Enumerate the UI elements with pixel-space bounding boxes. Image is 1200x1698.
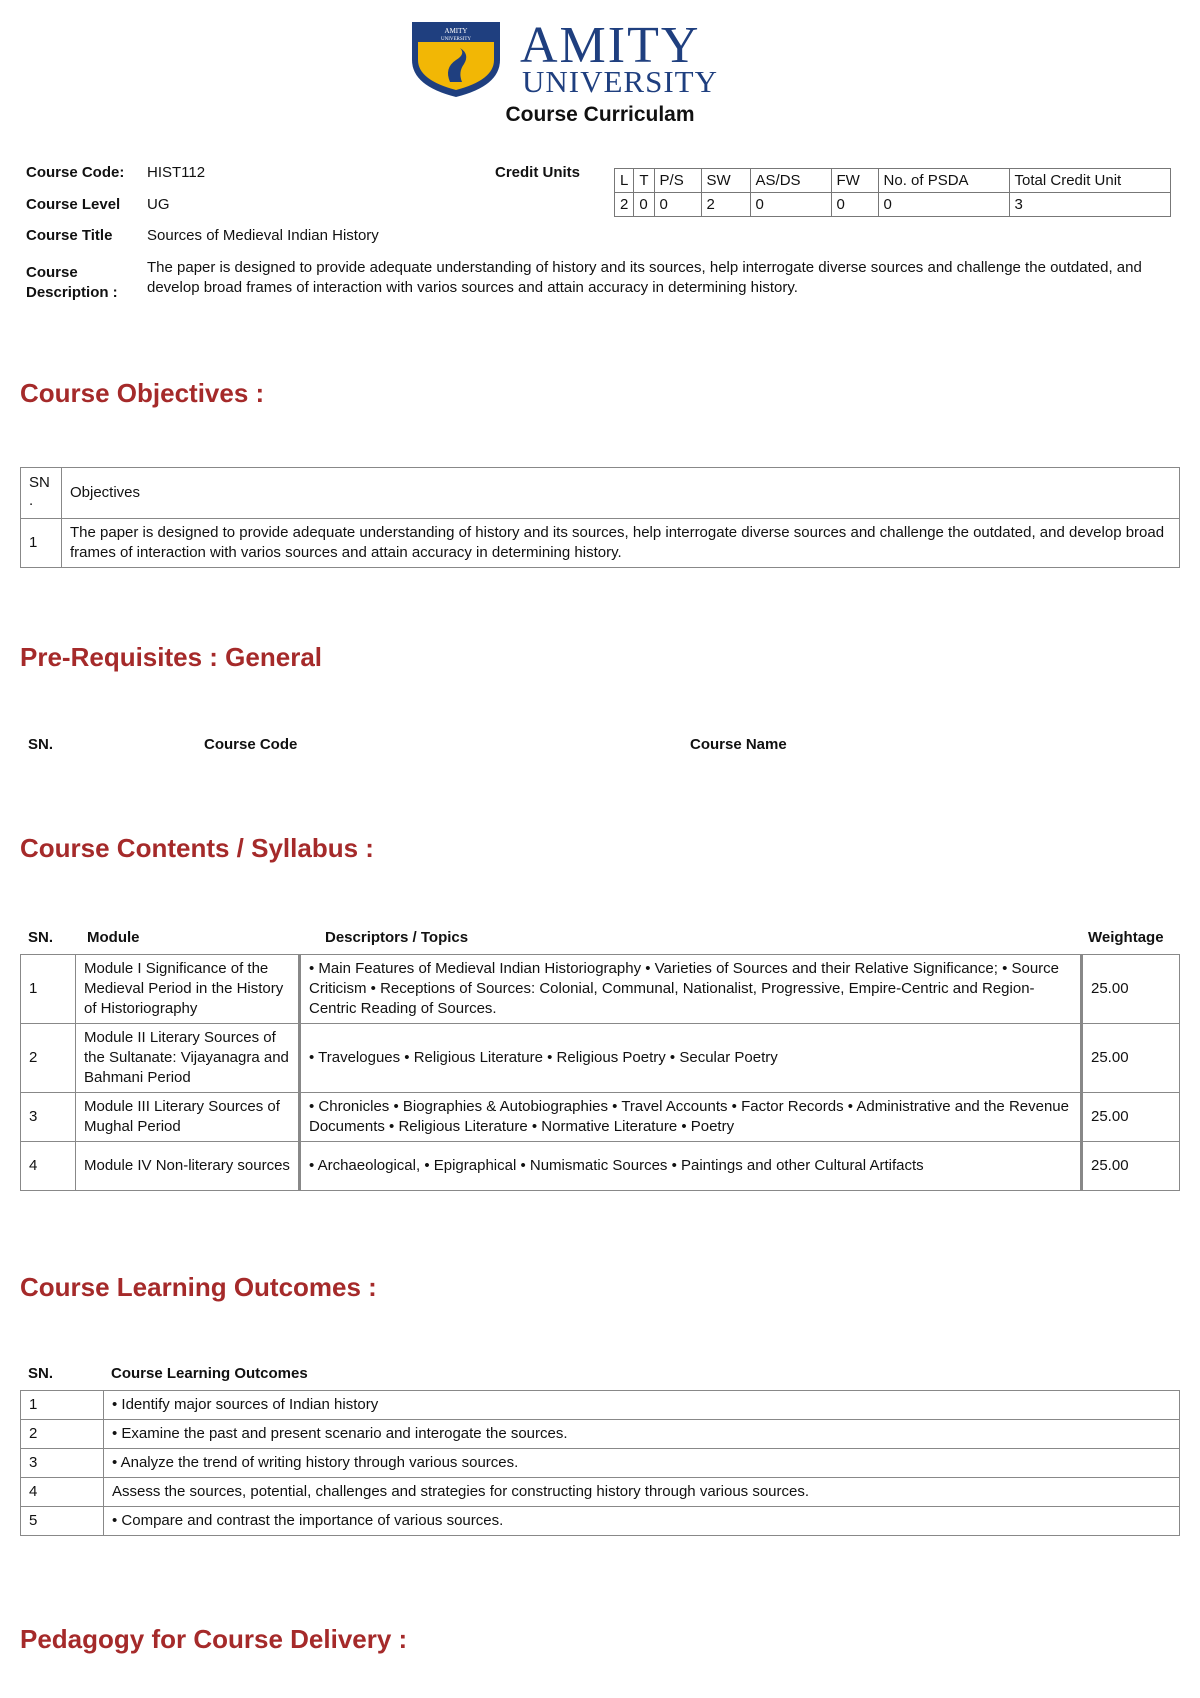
syllabus-module: Module III Literary Sources of Mughal Period	[76, 1093, 300, 1142]
syllabus-sn: 2	[21, 1024, 76, 1093]
objective-sn: 1	[21, 519, 62, 568]
section-heading-outcomes: Course Learning Outcomes :	[20, 1272, 377, 1302]
outcome-text: • Identify major sources of Indian history	[104, 1391, 1180, 1420]
objectives-sn-header: SN .	[21, 468, 62, 519]
document-title: Course Curriculam	[505, 103, 695, 126]
prereq-sn-header: SN.	[28, 736, 54, 753]
course-level-value: UG	[147, 196, 170, 213]
section-heading-prerequisites: Pre-Requisites : General	[20, 642, 322, 672]
syllabus-topics: • Archaeological, • Epigraphical • Numismatic Sources • Paintings and other Cultural Artifacts	[300, 1142, 1082, 1191]
syllabus-sn-header: SN.	[28, 929, 54, 946]
outcome-sn: 1	[21, 1391, 104, 1420]
course-description-label	[26, 263, 118, 303]
syllabus-weightage: 25.00	[1082, 1142, 1180, 1191]
objectives-text-header: Objectives	[62, 468, 1180, 519]
table-row	[21, 1478, 1180, 1507]
table-row	[21, 1024, 1180, 1093]
outcomes-table	[20, 1390, 1180, 1536]
credit-value-cell: 2	[615, 193, 634, 217]
credit-value-cell: 0	[878, 193, 1009, 217]
course-title-value: Sources of Medieval Indian History	[147, 227, 379, 244]
syllabus-weightage: 25.00	[1082, 955, 1180, 1024]
shield-text-university: UNIVERSITY	[441, 37, 471, 42]
credit-value-cell: 0	[750, 193, 831, 217]
table-row	[21, 1391, 1180, 1420]
objective-text: The paper is designed to provide adequate understanding of history and its sources, help interrogate diverse sources and challenge the outdated, and develop broad frames of interaction with varios sources and attain accuracy in determining history.	[62, 519, 1180, 568]
syllabus-topics: • Chronicles • Biographies & Autobiographies • Travel Accounts • Factor Records • Administrative and the Revenue Documents • Religious Literature • Normative Literature • Poetry	[300, 1093, 1082, 1142]
credit-value-cell: 2	[701, 193, 750, 217]
prereq-name-header: Course Name	[690, 736, 787, 753]
objectives-header-row	[21, 468, 1180, 519]
objectives-table	[20, 467, 1180, 568]
credit-value-row	[615, 193, 1171, 217]
shield-text-amity: AMITY	[444, 27, 468, 35]
syllabus-table	[20, 954, 1180, 1191]
syllabus-module-header: Module	[87, 929, 140, 946]
outcome-text: • Compare and contrast the importance of various sources.	[104, 1507, 1180, 1536]
syllabus-module: Module II Literary Sources of the Sultanate: Vijayanagra and Bahmani Period	[76, 1024, 300, 1093]
credit-header-cell: T	[634, 169, 654, 193]
syllabus-sn: 3	[21, 1093, 76, 1142]
table-row	[21, 1507, 1180, 1536]
brand-amity: AMITY	[520, 20, 701, 74]
table-row	[21, 1449, 1180, 1478]
table-row	[21, 1093, 1180, 1142]
table-row	[21, 1420, 1180, 1449]
credit-units-table	[614, 168, 1171, 217]
section-heading-objectives: Course Objectives :	[20, 378, 265, 408]
syllabus-topics: • Travelogues • Religious Literature • Religious Poetry • Secular Poetry	[300, 1024, 1082, 1093]
table-row	[21, 519, 1180, 568]
course-title-label: Course Title	[26, 227, 113, 244]
outcome-sn: 2	[21, 1420, 104, 1449]
credit-header-cell: Total Credit Unit	[1009, 169, 1170, 193]
course-code-value: HIST112	[147, 164, 206, 181]
amity-logo	[410, 20, 795, 98]
course-level-label: Course Level	[26, 196, 121, 213]
syllabus-weightage: 25.00	[1082, 1093, 1180, 1142]
syllabus-module: Module I Significance of the Medieval Period in the History of Historiography	[76, 955, 300, 1024]
section-heading-pedagogy: Pedagogy for Course Delivery :	[20, 1624, 408, 1654]
credit-value-cell: 3	[1009, 193, 1170, 217]
course-description-label-line2: Description :	[26, 284, 118, 301]
section-heading-syllabus: Course Contents / Syllabus :	[20, 833, 374, 863]
credit-header-cell: FW	[831, 169, 878, 193]
brand-university: UNIVERSITY	[522, 64, 718, 98]
credit-header-cell: P/S	[654, 169, 701, 193]
outcome-text: • Analyze the trend of writing history through various sources.	[104, 1449, 1180, 1478]
prereq-code-header: Course Code	[204, 736, 298, 753]
credit-header-cell: L	[615, 169, 634, 193]
syllabus-descriptors-header: Descriptors / Topics	[325, 929, 469, 946]
credit-header-row	[615, 169, 1171, 193]
syllabus-sn: 4	[21, 1142, 76, 1191]
outcome-text: Assess the sources, potential, challenges and strategies for constructing history through various sources.	[104, 1478, 1180, 1507]
syllabus-weightage-header: Weightage	[1088, 929, 1164, 946]
credit-value-cell: 0	[634, 193, 654, 217]
outcomes-sn-header: SN.	[28, 1365, 54, 1382]
credit-value-cell: 0	[831, 193, 878, 217]
credit-value-cell: 0	[654, 193, 701, 217]
syllabus-topics: • Main Features of Medieval Indian Historiography • Varieties of Sources and their Relative Significance; • Source Criticism • Receptions of Sources: Colonial, Communal, Nationalist, Progressive, Empire-Centric and Region-Centric Reading of Sources.	[300, 955, 1082, 1024]
outcome-sn: 5	[21, 1507, 104, 1536]
credit-header-cell: No. of PSDA	[878, 169, 1009, 193]
credit-header-cell: AS/DS	[750, 169, 831, 193]
credit-header-cell: SW	[701, 169, 750, 193]
course-description-label-line1: Course	[26, 264, 78, 281]
course-code-label: Course Code:	[26, 164, 125, 181]
outcome-sn: 3	[21, 1449, 104, 1478]
outcome-text: • Examine the past and present scenario and interogate the sources.	[104, 1420, 1180, 1449]
outcome-sn: 4	[21, 1478, 104, 1507]
course-description-value: The paper is designed to provide adequate understanding of history and its sources, help interrogate diverse sources and challenge the outdated, and develop broad frames of interaction with varios sources and attain accuracy in determining history.	[147, 259, 1142, 296]
credit-units-label: Credit Units	[495, 164, 581, 181]
shield-icon	[410, 20, 795, 98]
table-row	[21, 1142, 1180, 1191]
outcomes-text-header: Course Learning Outcomes	[111, 1365, 308, 1382]
syllabus-sn: 1	[21, 955, 76, 1024]
syllabus-module: Module IV Non-literary sources	[76, 1142, 300, 1191]
syllabus-weightage: 25.00	[1082, 1024, 1180, 1093]
table-row	[21, 955, 1180, 1024]
